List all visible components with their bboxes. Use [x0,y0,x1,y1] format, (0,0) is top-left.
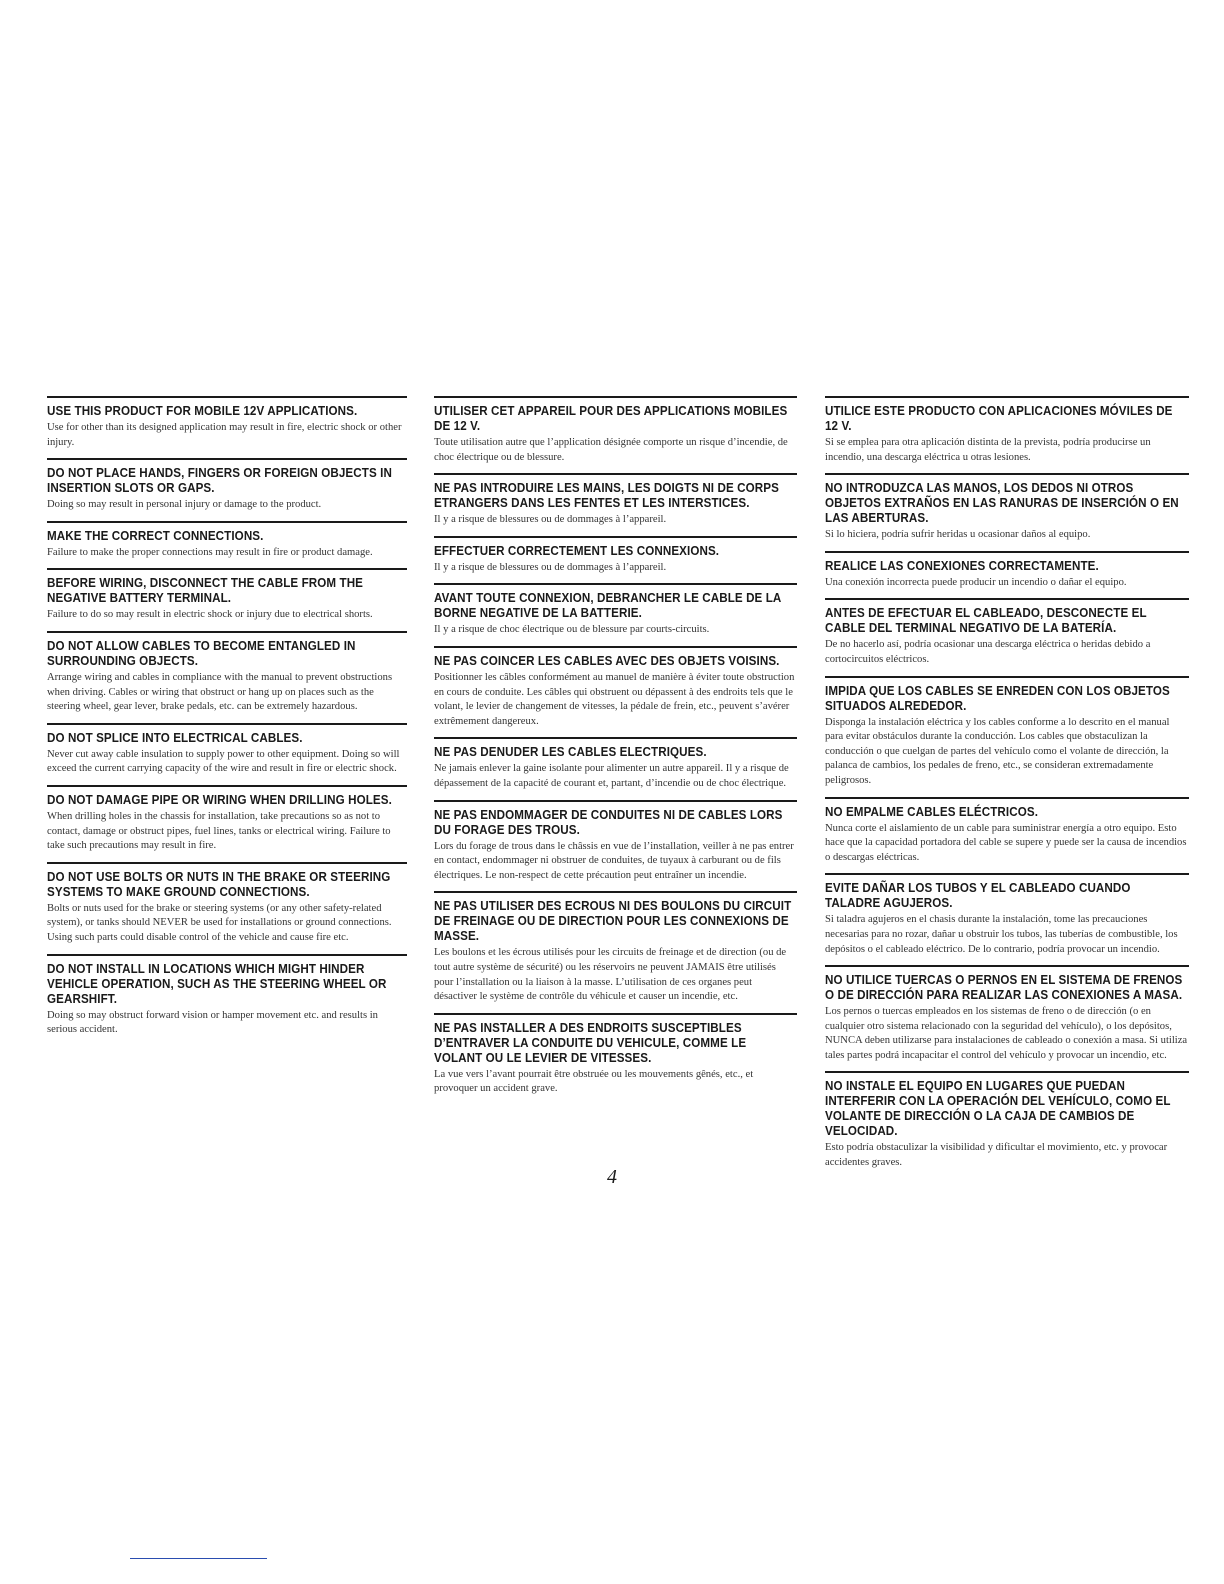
warning-heading: NE PAS ENDOMMAGER DE CONDUITES NI DE CABLES LORS DU FORAGE DES TROUS. [434,807,783,837]
warning-heading: BEFORE WIRING, DISCONNECT THE CABLE FROM THE NEGATIVE BATTERY TERMINAL. [47,576,364,606]
warning-text: Doing so may obstruct forward vision or hamper movement etc. and results in serious accident. [47,1009,378,1036]
warning-heading: NO UTILICE TUERCAS O PERNOS EN EL SISTEMA DE FRENOS O DE DIRECCIÓN PARA REALIZAR LAS CONEXIONES A MASA. [825,973,1183,1003]
warning-section [47,631,407,715]
warning-section [47,723,407,777]
warning-section [47,954,407,1038]
warning-section [434,1013,797,1097]
warning-text: When drilling holes in the chassis for installation, take precautions so as not to contact, damage or obstruct pipes, fuel lines, tanks or electrical wiring. Failure to take such precautions may result in fire. [47,810,391,852]
warning-heading: NE PAS COINCER LES CABLES AVEC DES OBJETS VOISINS. [434,653,780,668]
warning-section [825,676,1189,789]
warning-heading: USE THIS PRODUCT FOR MOBILE 12V APPLICATIONS. [47,404,358,418]
warning-heading: UTILICE ESTE PRODUCTO CON APLICACIONES MÓVILES DE 12 V. [825,404,1173,433]
warning-text: Failure to make the proper connections may result in fire or product damage. [47,546,373,558]
warning-section [47,862,407,946]
warning-text: Esto podría obstaculizar la visibilidad y dificultar el movimiento, etc. y provocar accidentes graves. [825,1142,1168,1169]
warning-section [434,583,797,638]
warning-section [825,473,1189,543]
warning-text: Positionner les câbles conformément au manuel de manière à éviter toute obstruction en cours de conduite. Les câbles qui obstruent ou dépassent à des endroits tels que le volant, le levier de changement de vitesses, la pédale de frein, etc., peuvent s’avérer extrêmement dangereux. [434,671,795,727]
warning-heading: ANTES DE EFECTUAR EL CABLEADO, DESCONECTE EL CABLE DEL TERMINAL NEGATIVO DE LA BATERÍA. [825,606,1147,636]
footnote-divider [130,1558,267,1559]
warning-section [434,473,797,528]
warning-text: Bolts or nuts used for the brake or steering systems (or any other safety-related system), or tanks should NEVER be used for installations or ground connections. Using such parts could disable control of the vehicle and cause fire etc. [47,902,392,943]
warning-text: Il y a risque de blessures ou de dommages à l’appareil. [434,561,667,573]
warning-heading: EVITE DAÑAR LOS TUBOS Y EL CABLEADO CUANDO TALADRE AGUJEROS. [825,881,1131,911]
warning-section [47,458,407,513]
warning-heading: EFFECTUER CORRECTEMENT LES CONNEXIONS. [434,543,720,558]
warning-section [47,396,407,450]
warning-heading: DO NOT PLACE HANDS, FINGERS OR FOREIGN OBJECTS IN INSERTION SLOTS OR GAPS. [47,466,392,496]
warning-heading: NE PAS INSTALLER A DES ENDROITS SUSCEPTIBLES D’ENTRAVER LA CONDUITE DU VEHICULE, COMME LE VOLANT OU LE LEVIER DE VITESSES. [434,1020,747,1065]
warning-text: De no hacerlo así, podría ocasionar una descarga eléctrica o heridas debido a cortocircuitos eléctricos. [825,639,1151,665]
warning-text: Los pernos o tuercas empleados en los sistemas de freno o de dirección (o en cualquier otro sistema relacionado con la seguridad del vehículo), o los depósitos, NUNCA deben utilizarse para instalaciones de cableado o conexión a masa. Si utiliza tales partes podrá incapacitar el control del vehículo y provocar un incendio, etc. [825,1006,1188,1061]
warning-heading: NE PAS INTRODUIRE LES MAINS, LES DOIGTS NI DE CORPS ETRANGERS DANS LES FENTES ET LES INTERSTICES. [434,481,779,511]
warning-text: Toute utilisation autre que l’application désignée comporte un risque d’incendie, de choc électrique ou de blessure. [434,437,788,463]
warning-heading: DO NOT INSTALL IN LOCATIONS WHICH MIGHT HINDER VEHICLE OPERATION, SUCH AS THE STEERING WHEEL OR GEARSHIFT. [47,961,387,1006]
warning-text: Use for other than its designed application may result in fire, electric shock or other injury. [47,422,402,448]
warning-text: Una conexión incorrecta puede producir un incendio o dañar el equipo. [825,576,1127,588]
warning-text: Si se emplea para otra aplicación distinta de la prevista, podría producirse un incendio, una descarga eléctrica u otras lesiones. [825,437,1151,463]
warning-section [434,536,797,576]
warning-section [434,800,797,884]
warning-heading: NE PAS DENUDER LES CABLES ELECTRIQUES. [434,745,707,760]
warning-text: La vue vers l’avant pourrait être obstruée ou les mouvements gênés, etc., et provoquer un accident grave. [434,1068,754,1095]
warning-heading: AVANT TOUTE CONNEXION, DEBRANCHER LE CABLE DE LA BORNE NEGATIVE DE LA BATTERIE. [434,591,781,621]
warning-text: Failure to do so may result in electric shock or injury due to electrical shorts. [47,609,373,621]
warning-section [825,965,1189,1063]
warning-heading: NE PAS UTILISER DES ECROUS NI DES BOULONS DU CIRCUIT DE FREINAGE OU DE DIRECTION POUR LES CONNEXIONS DE MASSE. [434,899,792,944]
warning-text: Il y a risque de choc électrique ou de blessure par courts-circuits. [434,624,710,636]
warning-section [825,598,1189,667]
warning-section [434,396,797,465]
warning-section [825,396,1189,465]
warning-heading: DO NOT SPLICE INTO ELECTRICAL CABLES. [47,730,303,745]
spanish-column [825,396,1189,1179]
warning-text: Si lo hiciera, podría sufrir heridas u ocasionar daños al equipo. [825,529,1091,541]
warning-section [47,568,407,623]
warning-text: Arrange wiring and cables in compliance with the manual to prevent obstructions when driving. Cables or wiring that obstruct or hang up on places such as the steering wheel, gear lever, brake pedals, etc. can be extremely hazardous. [47,671,393,713]
page-number: 4 [607,1166,617,1188]
warning-text: Disponga la instalación eléctrica y los cables conforme a lo descrito en el manual para evitar obstáculos durante la conducción. Los cables que obstaculizan la conducción o que cuelgan de partes del vehículo como el volante de dirección, la palanca de cambios, los pedales de freno, etc., se consideran extremadamente peligrosos. [825,716,1170,786]
warning-text: Les boulons et les écrous utilisés pour les circuits de freinage et de direction (ou de tout autre système de sécurité) ou les réservoirs ne peuvent JAMAIS être utilisés pour l’installation ou la liaison à la masse. L’utilisation de ces organes peut désactiver le système de contrôle du véhicule et causer un incendie, etc. [434,947,787,1003]
warning-section [47,521,407,561]
warning-text: Doing so may result in personal injury or damage to the product. [47,499,322,511]
warning-section [434,891,797,1004]
warning-section [434,646,797,729]
warning-section [434,737,797,791]
warning-heading: UTILISER CET APPAREIL POUR DES APPLICATIONS MOBILES DE 12 V. [434,404,788,433]
warning-heading: DO NOT ALLOW CABLES TO BECOME ENTANGLED IN SURROUNDING OBJECTS. [47,638,356,668]
warning-text: Nunca corte el aislamiento de un cable para suministrar energía a otro equipo. Esto hace que la capacidad portadora del cable se supere y puede ser la causa de incendios o descargas eléctricas. [825,822,1187,863]
warning-heading: MAKE THE CORRECT CONNECTIONS. [47,528,264,543]
warning-heading: REALICE LAS CONEXIONES CORRECTAMENTE. [825,558,1099,573]
warning-section [825,1071,1189,1170]
warning-section [825,797,1189,866]
warning-heading: IMPIDA QUE LOS CABLES SE ENREDEN CON LOS OBJETOS SITUADOS ALREDEDOR. [825,683,1170,713]
warning-text: Ne jamais enlever la gaine isolante pour alimenter un autre appareil. Il y a risque de dépassement de la capacité de courant et, partant, d’incendie ou de choc électrique. [434,763,789,789]
warning-heading: DO NOT USE BOLTS OR NUTS IN THE BRAKE OR STEERING SYSTEMS TO MAKE GROUND CONNECTIONS. [47,869,391,899]
french-column [434,396,797,1105]
warning-heading: NO EMPALME CABLES ELÉCTRICOS. [825,804,1039,819]
warning-heading: NO INTRODUZCA LAS MANOS, LOS DEDOS NI OTROS OBJETOS EXTRAÑOS EN LAS RANURAS DE INSERCIÓN O EN LAS ABERTURAS. [825,481,1179,526]
english-column [47,396,407,1046]
warning-section [47,785,407,854]
warning-text: Si taladra agujeros en el chasis durante la instalación, tome las precauciones necesarias para no rozar, dañar u obstruir los tubos, las tuberías de combustible, los depósitos o el cableado eléctrico. De lo contrario, podría provocar un incendio. [825,914,1178,955]
warning-section [825,551,1189,591]
warning-text: Il y a risque de blessures ou de dommages à l’appareil. [434,514,667,526]
warning-text: Never cut away cable insulation to supply power to other equipment. Doing so will exceed the current carrying capacity of the wire and result in fire or electric shock. [47,748,400,775]
warning-heading: DO NOT DAMAGE PIPE OR WIRING WHEN DRILLING HOLES. [47,792,392,807]
warning-heading: NO INSTALE EL EQUIPO EN LUGARES QUE PUEDAN INTERFERIR CON LA OPERACIÓN DEL VEHÍCULO, COMO EL VOLANTE DE DIRECCIÓN O LA CAJA DE CAMBIOS DE VELOCIDAD. [825,1079,1171,1139]
warning-section [825,873,1189,957]
warning-text: Lors du forage de trous dans le châssis en vue de l’installation, veiller à ne pas entrer en contact, endommager ni obstruer de conduites, de tuyaux à carburant ou de fils électriques. Le non-respect de cette précaution peut entraîner un incendie. [434,840,794,881]
